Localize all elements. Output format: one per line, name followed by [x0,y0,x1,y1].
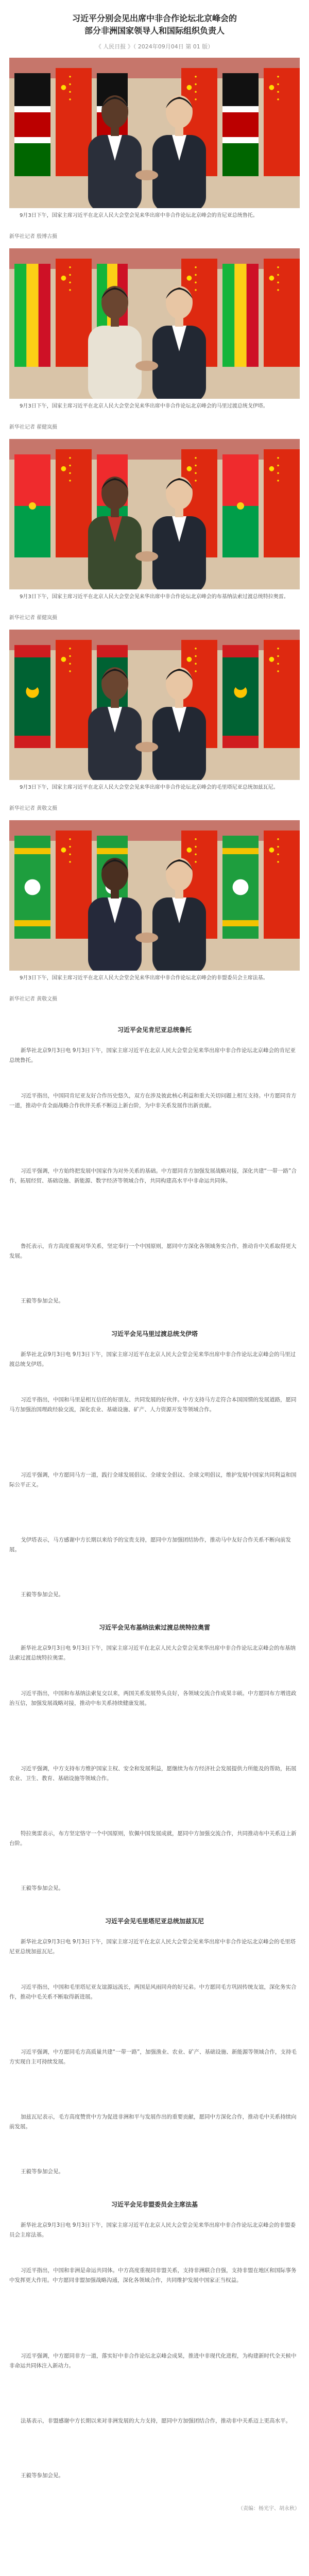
article-title [9,12,300,37]
photo-caption-2: 9月3日下午，国家主席习近平在北京人民大会堂会见来华出席中非合作论坛北京峰会的马里过渡总统戈伊塔。 [20,403,268,409]
right-flag-1 [222,73,259,176]
section-5-paragraph-5: 王毅等参加会见。 [21,2472,64,2479]
left-flag-china [56,68,92,176]
photo-4-scene [9,630,300,780]
section-3-paragraph-3: 习近平强调，中方支持布方维护国家主权、安全和发展利益，愿继续为布方经济社会发展提供力所能及的帮助，拓展农业、卫生、教育、基础设施等领域合作。 [9,1766,297,1782]
section-2-paragraph-3: 习近平强调，中方愿同马方一道，践行全球发展倡议、全球安全倡议、全球文明倡议，维护发展中国家共同利益和国际公平正义。 [9,1472,297,1488]
left-flag-china [56,640,92,748]
section-4-paragraph-3: 习近平强调，中方愿同毛方高质量共建“一带一路”，加强渔业、农业、矿产、基础设施、新能源等领域合作，支持毛方实现自主可持续发展。 [9,2049,297,2065]
section-4-paragraph-4: 加兹瓦尼表示，毛方高度赞赏中方为促进非洲和平与发展作出的重要贡献，愿同中方深化合作，推动毛中关系持续向前发展。 [9,2114,297,2130]
right-flag-china-2 [264,640,300,748]
left-flag-1 [14,73,50,176]
section-3-paragraph-4: 特拉奥雷表示，布方坚定恪守一个中国原则，钦佩中国发展成就，愿同中方加强交流合作，共同推动布中关系迈上新台阶。 [9,1831,297,1846]
section-title-3: 习近平会见布基纳法索过渡总统特拉奥雷 [98,1624,210,1631]
photo-caption-1: 9月3日下午，国家主席习近平在北京人民大会堂会见来华出席中非合作论坛北京峰会的肯尼亚总统鲁托。 [20,213,258,218]
section-5-paragraph-1: 新华社北京9月3日电 9月3日下午，国家主席习近平在北京人民大会堂会见来华出席中非合作论坛北京峰会的非盟委员会主席法基。 [9,2222,296,2238]
right-flag-china-2 [264,831,300,939]
handshake [135,933,158,943]
left-flag-1 [14,645,50,748]
right-flag-1 [222,645,259,748]
photo-1-scene [9,58,300,208]
section-title-1: 习近平会见肯尼亚总统鲁托 [117,1026,192,1033]
section-1-paragraph-3: 习近平强调，中方始终把发展中国家作为对外关系的基础。中方愿同肯方加强发展战略对接，深化共建“一带一路”合作，拓展经贸、基础设施、新能源、数字经济等领域合作，共同构建高水平中非命运共同体。 [9,1168,297,1184]
section-title-2: 习近平会见马里过渡总统戈伊塔 [111,1330,198,1337]
right-flag-1 [222,454,259,557]
left-flag-china [56,259,92,367]
article-meta: 《 人民日报 》（ 2024年09月04日 第 01 版） [95,43,214,50]
handshake [135,551,158,562]
section-4-paragraph-1: 新华社北京9月3日电 9月3日下午，国家主席习近平在北京人民大会堂会见来华出席中非合作论坛北京峰会的毛里塔尼亚总统加兹瓦尼。 [9,1939,296,1955]
section-5-paragraph-2: 习近平指出，中国和非洲是命运共同体。中方高度重视同非盟关系，支持非洲联合自强，支持非盟在地区和国际事务中发挥更大作用。中方愿同非盟加强战略沟通，深化各领域合作，共同维护发展中国家正当权益。 [9,2267,297,2283]
section-2-paragraph-1: 新华社北京9月3日电 9月3日下午，国家主席习近平在北京人民大会堂会见来华出席中非合作论坛北京峰会的马里过渡总统戈伊塔。 [9,1351,296,1367]
left-flag-1 [14,454,50,557]
handshake [135,742,158,752]
section-1-paragraph-5: 王毅等参加会见。 [21,1298,64,1304]
section-4-paragraph-2: 习近平指出，中国和毛里塔尼亚友谊源远流长，两国是风雨同舟的好兄弟。中方愿同毛方巩固传统友谊，深化务实合作，推动中毛关系不断取得新进展。 [9,1984,297,2000]
editor-note: （责编：杨光宇、胡永秋） [238,2506,300,2512]
photo-5 [9,820,300,971]
photo-byline-3: 新华社记者 翟健岚摄 [9,615,58,621]
photo-3 [9,439,300,589]
photo-3-scene [9,439,300,589]
photo-byline-2: 新华社记者 翟健岚摄 [9,425,58,430]
left-flag-1 [14,836,50,939]
right-flag-1 [222,836,259,939]
article-title-line-2: 部分非洲国家领导人和国际组织负责人 [84,26,225,36]
handshake [135,170,158,180]
section-5-paragraph-4: 法基表示，非盟感谢中方长期以来对非洲发展的大力支持，愿同中方加强团结合作，推动非中关系迈上更高水平。 [21,2418,291,2424]
section-2-paragraph-5: 王毅等参加会见。 [21,1591,64,1598]
section-3-paragraph-1: 新华社北京9月3日电 9月3日下午，国家主席习近平在北京人民大会堂会见来华出席中非合作论坛北京峰会的布基纳法索过渡总统特拉奥雷。 [9,1645,296,1661]
section-5-paragraph-3: 习近平强调，中方愿同非方一道，落实好中非合作论坛北京峰会成果，推进中非现代化进程，为构建新时代全天候中非命运共同体注入新动力。 [9,2353,297,2369]
section-1-paragraph-2: 习近平指出，中国同肯尼亚友好合作历史悠久，双方在涉及彼此核心利益和重大关切问题上相互支持。中方愿同肯方一道，推动中肯全面战略合作伙伴关系不断迈上新台阶，为中非关系发展作出新贡献。 [9,1093,297,1109]
photo-1 [9,58,300,208]
left-flag-china [56,831,92,939]
photo-caption-4: 9月3日下午，国家主席习近平在北京人民大会堂会见来华出席中非合作论坛北京峰会的毛里塔尼亚总统加兹瓦尼。 [20,785,279,790]
left-flag-1 [14,264,50,367]
photo-2 [9,248,300,399]
photo-caption-3: 9月3日下午，国家主席习近平在北京人民大会堂会见来华出席中非合作论坛北京峰会的布基纳法索过渡总统特拉奥雷。 [20,594,289,600]
section-3-paragraph-5: 王毅等参加会见。 [21,1885,64,1891]
right-flag-china-2 [264,449,300,557]
section-title-5: 习近平会见非盟委员会主席法基 [111,2201,198,2208]
right-flag-china-2 [264,68,300,176]
section-1-paragraph-4: 鲁托表示，肯方高度重视对华关系，坚定奉行一个中国原则，愿同中方深化各领域务实合作，推动肯中关系取得更大发展。 [9,1243,297,1259]
photo-byline-4: 新华社记者 黄敬文摄 [9,806,58,811]
photo-4 [9,630,300,780]
right-flag-1 [222,264,259,367]
photo-caption-5: 9月3日下午，国家主席习近平在北京人民大会堂会见来华出席中非合作论坛北京峰会的非盟委员会主席法基。 [20,975,268,981]
handshake [135,361,158,371]
section-4-paragraph-5: 王毅等参加会见。 [21,2168,64,2175]
section-3-paragraph-2: 习近平指出，中国和布基纳法索复交以来，两国关系发展势头良好，各领域交流合作成果丰硕。中方愿同布方增进政治互信，加强发展战略对接，推动中布关系持续健康发展。 [9,1690,297,1706]
left-flag-china [56,449,92,557]
article-title-line-1: 习近平分别会见出席中非合作论坛北京峰会的 [72,13,237,23]
photo-byline-5: 新华社记者 黄敬文摄 [9,996,58,1002]
photo-5-scene [9,820,300,971]
section-1-paragraph-1: 新华社北京9月3日电 9月3日下午，国家主席习近平在北京人民大会堂会见来华出席中非合作论坛北京峰会的肯尼亚总统鲁托。 [9,1047,296,1063]
right-flag-china-2 [264,259,300,367]
section-title-4: 习近平会见毛里塔尼亚总统加兹瓦尼 [105,1918,204,1925]
section-2-paragraph-2: 习近平指出，中国和马里是相互信任的好朋友、共同发展的好伙伴。中方支持马方走符合本国国情的发展道路，愿同马方加强治国理政经验交流，深化农业、基础设施、矿产、人力资源开发等领域合作。 [9,1397,297,1413]
photo-2-scene [9,248,300,399]
section-2-paragraph-4: 戈伊塔表示，马方感谢中方长期以来给予的宝贵支持，愿同中方加强团结协作，推动马中友好合作关系不断向前发展。 [9,1537,291,1553]
photo-byline-1: 新华社记者 殷博古摄 [9,234,58,240]
